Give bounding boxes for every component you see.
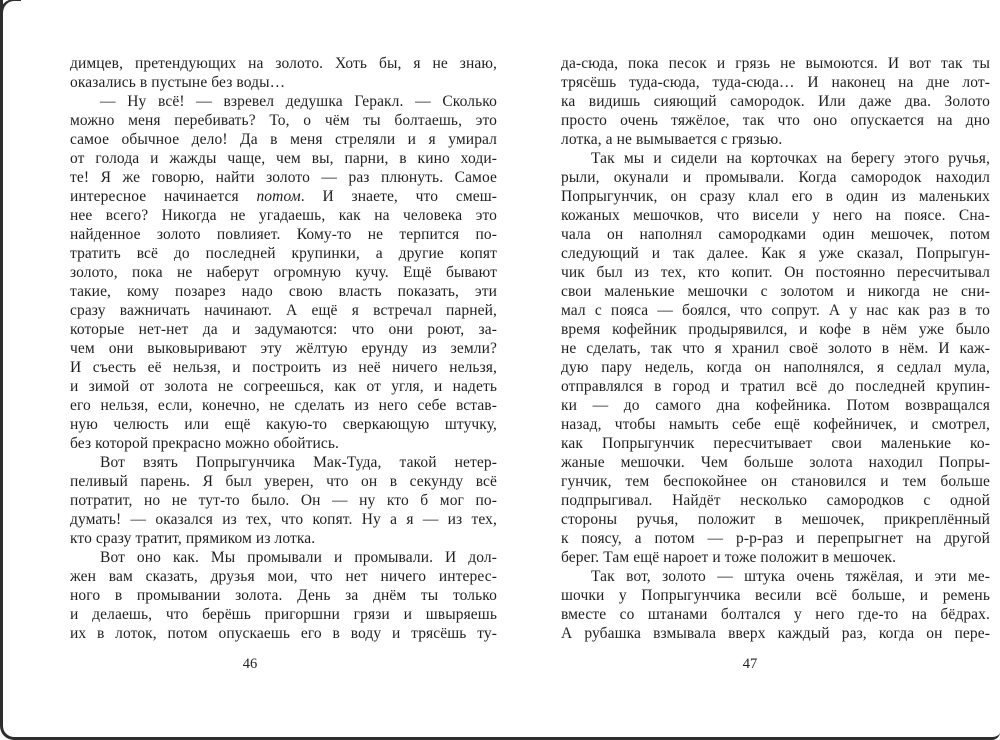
text-line: не сделать, так что я хранил своё золото в нём. И каж- — [561, 340, 990, 357]
text-line: самое обычное дело! Да в меня стреляли и я умирал — [70, 131, 497, 148]
text-line: без которой прекрасно можно обойтись. — [70, 435, 339, 452]
text-line: жен вам сказать, друзья мои, что нет ничего интерес- — [70, 568, 497, 585]
text-line: Попрыгунчик, он сразу клал его в один из маленьких — [561, 188, 990, 205]
text-line: ного в промывании золота. День за днём ты только — [70, 587, 497, 604]
text-line: берег. Там ещё нароет и тоже положит в мешочек. — [561, 549, 897, 566]
left-page-text-column — [70, 54, 497, 643]
text-line: трясёшь туда-сюда, туда-сюда… И наконец на дне лот- — [561, 74, 990, 91]
right-page-number: 47 — [742, 656, 758, 672]
text-line: и зимой от золота не согреешься, как от угля, и надеть — [70, 378, 497, 395]
text-line: думать! — оказался из тех, что копят. Ну а я — из тех, — [70, 511, 497, 528]
text-line: кожаных мешочков, что висели у него на поясе. Сна- — [561, 207, 990, 224]
text-line: А рубашка взмывала вверх каждый раз, когда он пере- — [561, 625, 990, 642]
text-line: время кофейник продырявился, и кофе в нём уже было — [561, 321, 990, 338]
text-line: тратить всё до последней крупинки, а другие копят — [70, 245, 497, 262]
right-page[interactable] — [500, 0, 1000, 740]
text-line: золото, пока не наберут огромную кучу. Ещё бывают — [70, 264, 497, 281]
text-line: чала он наполнял самородками один мешочек, потом — [561, 226, 990, 243]
text-line: оказались в пустыне без воды… — [70, 74, 286, 91]
text-line: вместе со штанами болтался у него где-то на бёдрах. — [561, 606, 990, 623]
text-line: следующий и так далее. Как я уже сказал, Попрыгун- — [561, 245, 990, 262]
text-line: свои маленькие мешочки с золотом и никогда не сни- — [561, 283, 990, 300]
text-line: да-сюда, пока песок и грязь не вымоются. И вот так ты — [561, 55, 990, 72]
text-line: — Ну всё! — взревел дедушка Геракл. — Сколько — [100, 93, 497, 110]
text-line: к поясу, а потом — р-р-раз и перепрыгнет на другой — [561, 530, 990, 547]
text-line: ка видишь сияющий самородок. Или даже два. Золото — [561, 93, 990, 110]
text-line: чик был из тех, кто копит. Он постоянно пересчитывал — [561, 264, 990, 281]
text-line: отправлялся в город и тратил всё до последней крупин- — [561, 378, 990, 395]
text-line: лотка, а не вымывается с грязью. — [561, 131, 783, 148]
text-line: гунчик, тем беспокойнее он становился и тем больше — [561, 473, 990, 490]
text-line: такие, кому позарез надо свою власть показать, эти — [70, 283, 497, 300]
text-line: рыли, окунали и промывали. Когда самородок находил — [561, 169, 990, 186]
text-line: Так вот, золото — штука очень тяжёлая, и эти ме- — [591, 568, 990, 585]
left-page-number: 46 — [242, 656, 258, 672]
text-line: мал с пояса — боялся, что сопрут. А у нас как раз в то — [561, 302, 990, 319]
text-line: И съесть её нельзя, и построить из неё ничего нельзя, — [70, 359, 497, 376]
text-line: потратит, но не тут-то было. Он — ну кто б мог по- — [70, 492, 497, 509]
text-line: пеливый парень. Я был уверен, что он в секунду всё — [70, 473, 497, 490]
text-line: стороны ручья, положит в мешочек, прикреплённый — [561, 511, 990, 528]
text-line: как Попрыгунчик пересчитывает свои маленькие ко- — [561, 435, 990, 452]
text-line: назад, чтобы намыть себе ещё кофейничек, и смотрел, — [561, 416, 990, 433]
text-line: сразу важничать начинают. А ещё я встречал парней, — [70, 302, 497, 319]
text-line: ную челюсть или ещё какую-то сверкающую штучку, — [70, 416, 497, 433]
text-line: жаные мешочки. Чем больше золота находил Попры- — [561, 454, 990, 471]
text-line: Вот оно как. Мы промывали и промывали. И дол- — [100, 549, 497, 566]
text-line: просто очень тяжёлое, так что оно опускается на дно — [561, 112, 990, 129]
text-line: шочки у Попрыгунчика весили всё больше, и ремень — [561, 587, 990, 604]
text-line: от голода и жажды чаще, чем вы, парни, в кино ходи- — [70, 150, 497, 167]
text-line: те! Я же говорю, найти золото — раз плюнуть. Самое — [70, 169, 497, 186]
text-line: Так мы и сидели на корточках на берегу этого ручья, — [591, 150, 990, 167]
text-line: нее всего? Никогда не угадаешь, как на человека это — [70, 207, 497, 224]
text-line: кто сразу тратит, прямиком из лотка. — [70, 530, 316, 547]
text-line: найденное золото повлияет. Кому-то не терпится по- — [70, 226, 497, 243]
right-page-text-column — [561, 54, 990, 643]
text-line: его нельзя, если, конечно, не сделать из него себе встав- — [70, 397, 497, 414]
text-line: и делаешь, что берёшь пригоршни грязи и швыряешь — [70, 606, 497, 623]
text-line: интересное начинается потом. И знаете, что смеш- — [70, 188, 498, 205]
text-line: ки — до самого дна кофейника. Потом возвращался — [561, 397, 990, 414]
text-line: подпрыгивал. Найдёт несколько самородков с одной — [561, 492, 990, 509]
text-line: которые нет-нет да и задумаются: что они роют, за- — [70, 321, 497, 338]
text-line: дую пару недель, когда он наполнялся, я седлал мула, — [561, 359, 990, 376]
text-line: димцев, претендующих на золото. Хоть бы, я не знаю, — [70, 55, 497, 72]
text-line: их в лоток, потом опускаешь его в воду и трясёшь ту- — [70, 625, 497, 642]
text-line: можно меня перебивать? То, о чём ты болтаешь, это — [70, 112, 497, 129]
text-line: чем они выковыривают эту жёлтую ерунду из земли? — [70, 340, 497, 357]
text-line: Вот взять Попрыгунчика Мак-Туда, такой нетер- — [100, 454, 497, 471]
